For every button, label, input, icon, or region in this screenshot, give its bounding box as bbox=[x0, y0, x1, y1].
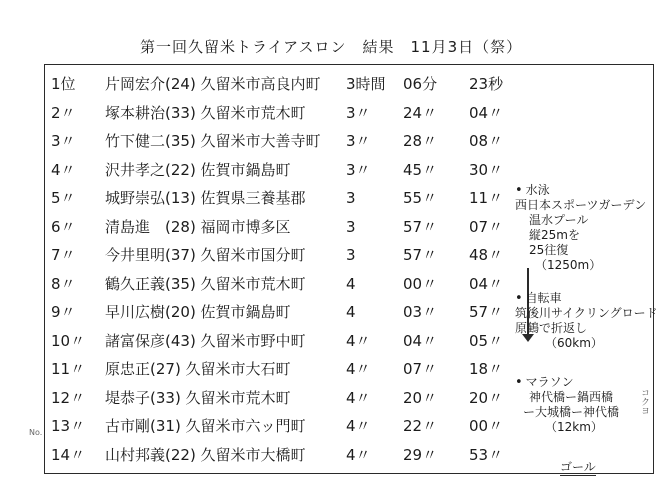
bike-line: （60km） bbox=[545, 336, 603, 350]
rank-label: 5〃 bbox=[51, 189, 76, 207]
minutes-value: 57〃 bbox=[403, 246, 438, 264]
hours-value: 4〃 bbox=[346, 417, 371, 435]
name-label: 今井里明(37) 久留米市国分町 bbox=[105, 246, 306, 264]
minutes-value: 22〃 bbox=[403, 417, 438, 435]
minutes-value: 45〃 bbox=[403, 160, 438, 179]
name-label: 片岡宏介(24) 久留米市高良内町 bbox=[105, 75, 321, 93]
swim-block bbox=[515, 183, 646, 273]
seconds-value: 53〃 bbox=[469, 445, 504, 464]
goal-label: ゴール bbox=[560, 460, 596, 474]
name-label: 古市剛(31) 久留米市六ッ門町 bbox=[105, 417, 306, 435]
rank-label: 8〃 bbox=[51, 274, 76, 293]
run-line: 神代橋ー鍋西橋 bbox=[529, 390, 614, 404]
seconds-value: 57〃 bbox=[469, 303, 504, 321]
name-label: 鶴久正義(35) 久留米市荒木町 bbox=[105, 274, 306, 293]
results-frame bbox=[44, 64, 658, 474]
rank-label: 4〃 bbox=[51, 160, 76, 179]
swim-line: 縦25mを bbox=[529, 228, 580, 242]
side-note: コクヨ bbox=[639, 388, 649, 415]
hours-value: 4〃 bbox=[346, 360, 371, 378]
minutes-value: 06分 bbox=[403, 75, 438, 93]
minutes-value: 07〃 bbox=[403, 360, 438, 378]
bullet-icon: • bbox=[515, 291, 523, 306]
minutes-value: 28〃 bbox=[403, 132, 438, 150]
bike-line: 筑後川サイクリングロード bbox=[515, 306, 658, 320]
rank-label: 9〃 bbox=[51, 303, 76, 321]
seconds-value: 23秒 bbox=[469, 75, 504, 93]
minutes-value: 00〃 bbox=[403, 274, 438, 293]
minutes-value: 57〃 bbox=[403, 217, 438, 236]
seconds-value: 04〃 bbox=[469, 274, 504, 293]
seconds-value: 04〃 bbox=[469, 103, 504, 122]
margin-mark: No. bbox=[29, 428, 43, 437]
hours-value: 3〃 bbox=[346, 160, 371, 179]
minutes-value: 29〃 bbox=[403, 445, 438, 464]
swim-line: （1250m） bbox=[535, 258, 602, 272]
rank-label: 3〃 bbox=[51, 132, 76, 150]
bullet-icon: • bbox=[515, 375, 523, 390]
rank-label: 12〃 bbox=[51, 388, 86, 407]
minutes-value: 04〃 bbox=[403, 331, 438, 350]
run-block bbox=[515, 375, 619, 435]
hours-value: 3〃 bbox=[346, 132, 371, 150]
minutes-value: 20〃 bbox=[403, 388, 438, 407]
seconds-value: 11〃 bbox=[469, 189, 504, 207]
rank-label: 14〃 bbox=[51, 445, 86, 464]
hours-value: 4〃 bbox=[346, 388, 371, 407]
hours-value: 3〃 bbox=[346, 103, 371, 122]
name-label: 沢井孝之(22) 佐賀市鍋島町 bbox=[105, 160, 291, 179]
hours-value: 4 bbox=[346, 303, 356, 321]
name-label: 早川広樹(20) 佐賀市鍋島町 bbox=[105, 303, 291, 321]
swim-title: 水泳 bbox=[525, 183, 550, 197]
name-label: 諸富保彦(43) 久留米市野中町 bbox=[105, 331, 306, 350]
name-label: 塚本耕治(33) 久留米市荒木町 bbox=[105, 103, 306, 122]
seconds-value: 08〃 bbox=[469, 132, 504, 150]
rank-label: 1位 bbox=[51, 75, 76, 93]
name-label: 山村邦義(22) 久留米市大橋町 bbox=[105, 445, 306, 464]
rank-label: 7〃 bbox=[51, 246, 76, 264]
swim-line: 25往復 bbox=[529, 243, 569, 257]
hours-value: 4 bbox=[346, 274, 356, 293]
seconds-value: 00〃 bbox=[469, 417, 504, 435]
rank-label: 13〃 bbox=[51, 417, 86, 435]
minutes-value: 24〃 bbox=[403, 103, 438, 122]
rank-label: 10〃 bbox=[51, 331, 86, 350]
seconds-value: 30〃 bbox=[469, 160, 504, 179]
hours-value: 4〃 bbox=[346, 331, 371, 350]
seconds-value: 07〃 bbox=[469, 217, 504, 236]
hours-value: 3 bbox=[346, 246, 356, 264]
swim-line: 西日本スポーツガーデン bbox=[515, 198, 647, 212]
name-label: 竹下健二(35) 久留米市大善寺町 bbox=[105, 132, 321, 150]
name-label: 城野崇弘(13) 佐賀県三養基郡 bbox=[105, 189, 306, 207]
rank-label: 6〃 bbox=[51, 217, 76, 236]
bike-block bbox=[515, 291, 658, 351]
swim-line: 温水プール bbox=[529, 213, 589, 227]
sheet-title: 第一回久留米トライアスロン 結果 11月3日（祭） bbox=[140, 38, 523, 56]
run-line: （12km） bbox=[545, 420, 603, 434]
hours-value: 3時間 bbox=[346, 75, 386, 93]
name-label: 清島進 (28) 福岡市博多区 bbox=[105, 217, 291, 236]
hours-value: 3 bbox=[346, 217, 356, 236]
rank-label: 2〃 bbox=[51, 103, 76, 122]
minutes-value: 03〃 bbox=[403, 303, 438, 321]
bike-line: 原鶴で折返し bbox=[515, 321, 588, 335]
seconds-value: 18〃 bbox=[469, 360, 504, 378]
seconds-value: 48〃 bbox=[469, 246, 504, 264]
minutes-value: 55〃 bbox=[403, 189, 438, 207]
seconds-value: 05〃 bbox=[469, 331, 504, 350]
bike-title: 自転車 bbox=[525, 291, 562, 305]
name-label: 原忠正(27) 久留米市大石町 bbox=[105, 360, 291, 378]
bullet-icon: • bbox=[515, 183, 523, 198]
seconds-value: 20〃 bbox=[469, 388, 504, 407]
hours-value: 4〃 bbox=[346, 445, 371, 464]
hours-value: 3 bbox=[346, 189, 356, 207]
rank-label: 11〃 bbox=[51, 360, 86, 378]
run-title: マラソン bbox=[525, 375, 574, 389]
name-label: 堤恭子(33) 久留米市荒木町 bbox=[105, 388, 291, 407]
run-line: ー大城橋ー神代橋 bbox=[523, 405, 620, 419]
